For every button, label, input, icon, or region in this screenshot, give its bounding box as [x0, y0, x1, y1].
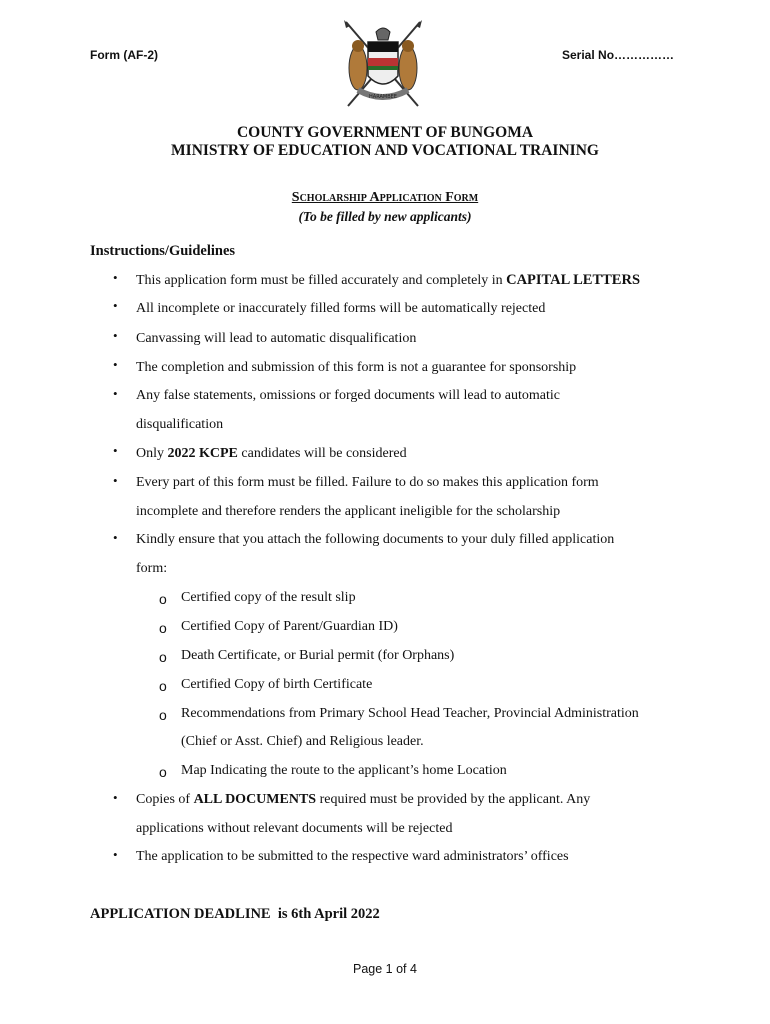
- instruction-capital-letters: This application form must be filled accurately and completely in CAPITAL LETTERS: [136, 272, 641, 288]
- county-title: COUNTY GOVERNMENT OF BUNGOMA: [236, 124, 534, 141]
- sub-bullet-icon: o: [159, 764, 167, 780]
- document-birth-certificate: Certified Copy of birth Certificate: [181, 677, 373, 692]
- sub-bullet-icon: o: [159, 678, 167, 694]
- serial-number-label: Serial No……………: [562, 48, 675, 62]
- instruction-submission: The application to be submitted to the respective ward administrators’ offices: [136, 849, 569, 864]
- bullet-icon: •: [113, 298, 118, 313]
- instruction-canvassing: Canvassing will lead to automatic disqualification: [136, 331, 417, 346]
- instruction-all-documents: Copies of ALL DOCUMENTS required must be provided by the applicant. Any: [136, 792, 591, 807]
- page-number: Page 1 of 4: [353, 962, 417, 976]
- sub-bullet-icon: o: [159, 649, 167, 665]
- document-home-map: Map Indicating the route to the applicant’s home Location: [181, 763, 507, 778]
- instruction-false-statements-cont: disqualification: [136, 417, 224, 432]
- bullet-icon: •: [113, 790, 118, 805]
- instruction-all-documents-cont: applications without relevant documents will be rejected: [136, 821, 453, 836]
- instructions-heading: Instructions/Guidelines: [90, 243, 236, 259]
- instruction-every-part: Every part of this form must be filled. Failure to do so makes this application form: [136, 475, 599, 490]
- ministry-title: MINISTRY OF EDUCATION AND VOCATIONAL TRAINING: [171, 142, 599, 159]
- instruction-false-statements: Any false statements, omissions or forged documents will lead to automatic: [136, 388, 560, 403]
- instruction-attach-documents-cont: form:: [136, 561, 168, 576]
- document-result-slip: Certified copy of the result slip: [181, 590, 356, 605]
- form-title: Scholarship Application Form: [291, 190, 479, 205]
- instruction-no-guarantee: The completion and submission of this form is not a guarantee for sponsorship: [136, 360, 577, 375]
- form-subtitle: (To be filled by new applicants): [298, 209, 472, 224]
- sub-bullet-icon: o: [159, 620, 167, 636]
- sub-bullet-icon: o: [159, 591, 167, 607]
- application-deadline: APPLICATION DEADLINE is 6th April 2022: [90, 906, 380, 922]
- instruction-every-part-cont: incomplete and therefore renders the applicant ineligible for the scholarship: [136, 504, 561, 519]
- kenya-coat-of-arms-icon: [336, 18, 430, 112]
- instruction-kcpe: Only 2022 KCPE candidates will be considered: [136, 446, 407, 461]
- bullet-icon: •: [113, 847, 118, 862]
- document-guardian-id: Certified Copy of Parent/Guardian ID): [181, 619, 398, 634]
- bullet-icon: •: [113, 443, 118, 458]
- form-code: Form (AF-2): [90, 48, 158, 62]
- emblem-motto: HARAMBEE: [369, 94, 397, 100]
- bullet-icon: •: [113, 357, 118, 372]
- bullet-icon: •: [113, 530, 118, 545]
- instruction-attach-documents: Kindly ensure that you attach the following documents to your duly filled application: [136, 532, 615, 547]
- document-recommendations: Recommendations from Primary School Head Teacher, Provincial Administration: [181, 706, 639, 721]
- bullet-icon: •: [113, 386, 118, 401]
- document-death-certificate: Death Certificate, or Burial permit (for Orphans): [181, 648, 455, 663]
- sub-bullet-icon: o: [159, 707, 167, 723]
- bullet-icon: •: [113, 473, 118, 488]
- document-recommendations-cont: (Chief or Asst. Chief) and Religious leader.: [181, 734, 424, 749]
- instruction-incomplete-forms: All incomplete or inaccurately filled forms will be automatically rejected: [136, 301, 546, 316]
- bullet-icon: •: [113, 270, 118, 285]
- bullet-icon: •: [113, 328, 118, 343]
